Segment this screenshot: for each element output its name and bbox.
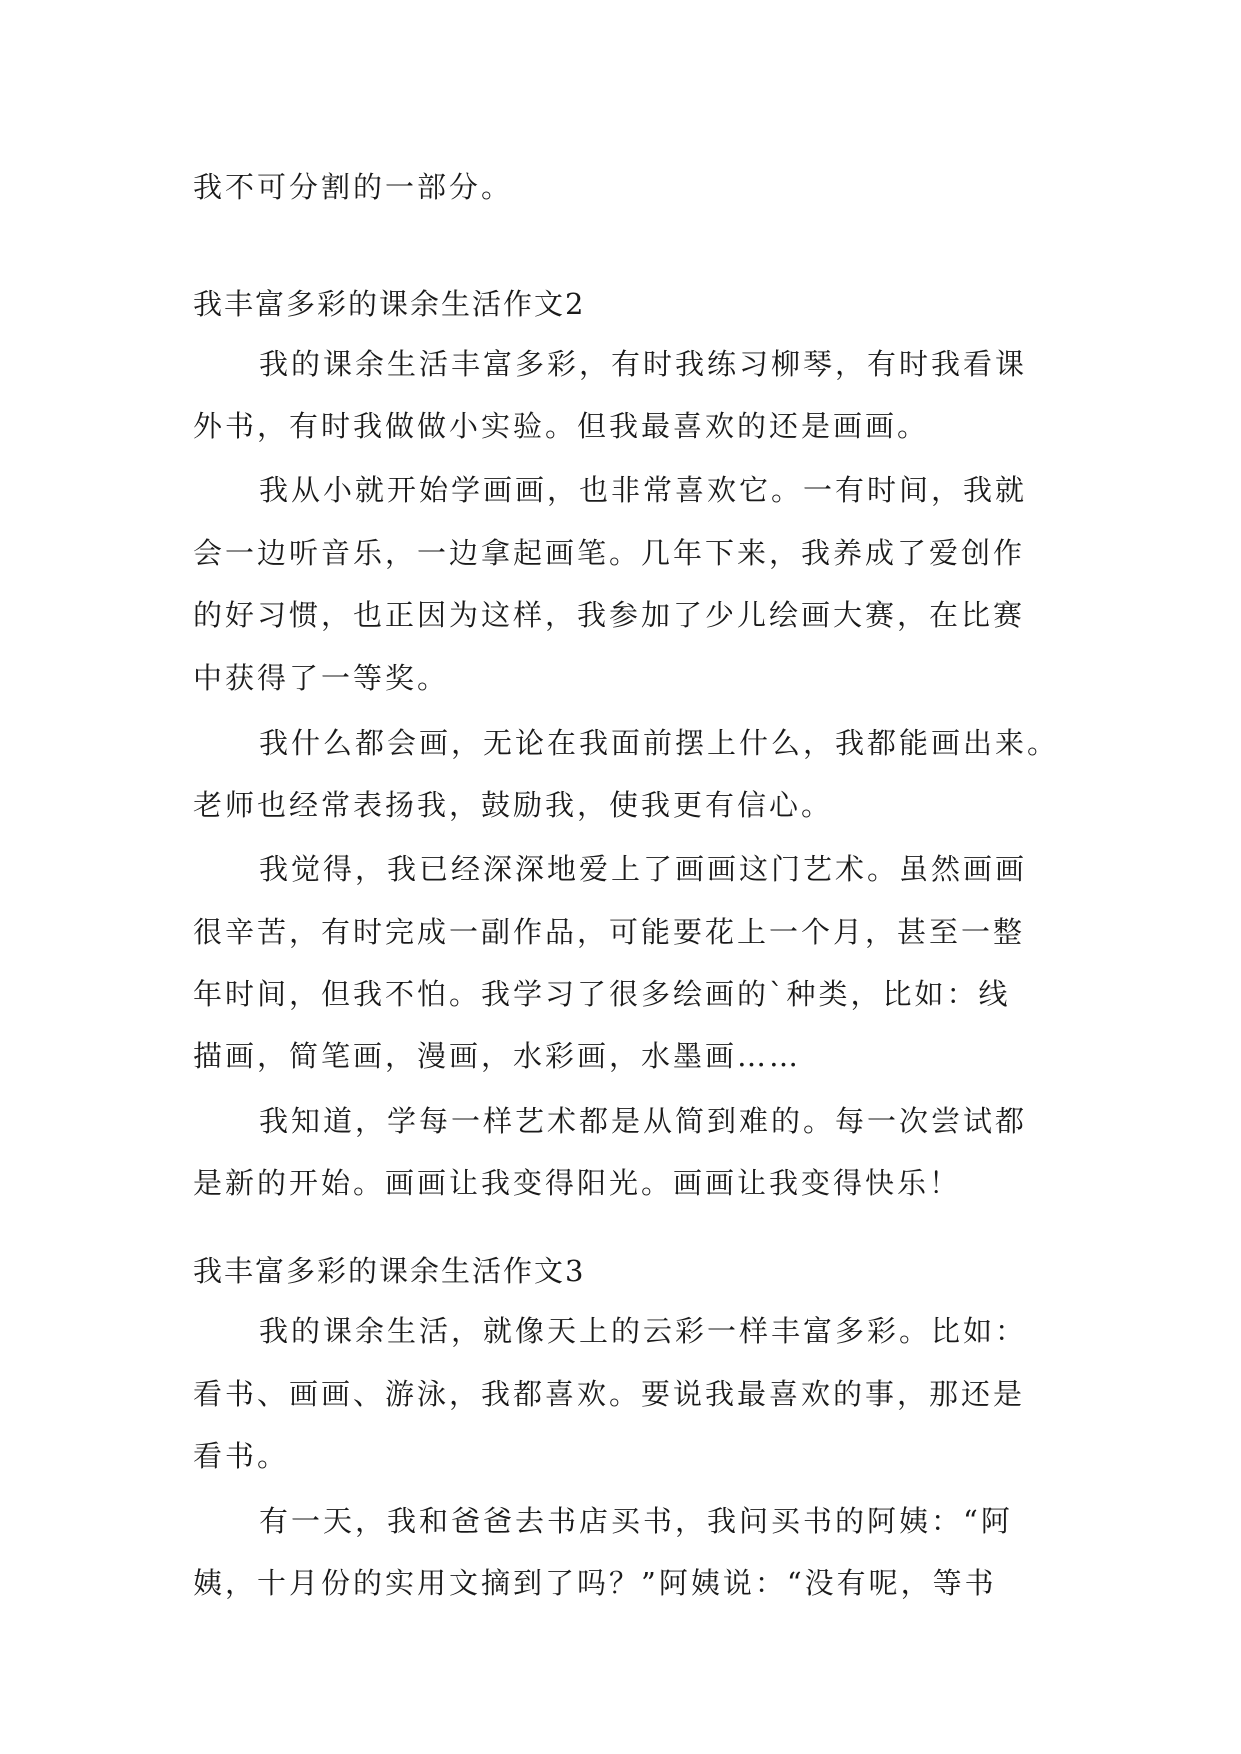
essay-2-paragraph-2-line-1: 我从小就开始学画画，也非常喜欢它。一有时间，我就 — [259, 473, 1028, 507]
essay-2-paragraph-5-line-2: 是新的开始。画画让我变得阳光。画画让我变得快乐！ — [193, 1166, 962, 1200]
essay-2-paragraph-2-line-3: 的好习惯，也正因为这样，我参加了少儿绘画大赛，在比赛 — [193, 598, 1026, 632]
essay-3-paragraph-1-line-1: 我的课余生活，就像天上的云彩一样丰富多彩。比如： — [259, 1314, 1028, 1348]
essay-2-paragraph-1-line-2: 外书，有时我做做小实验。但我最喜欢的还是画画。 — [193, 409, 930, 443]
continuation-line: 我不可分割的一部分。 — [193, 170, 514, 204]
essay-2-paragraph-1-line-1: 我的课余生活丰富多彩，有时我练习柳琴，有时我看课 — [259, 347, 1028, 381]
essay-2-title: 我丰富多彩的课余生活作文2 — [193, 287, 586, 321]
essay-2-paragraph-4-line-4: 描画，简笔画，漫画，水彩画，水墨画…… — [193, 1039, 802, 1073]
essay-2-paragraph-3-line-2: 老师也经常表扬我，鼓励我，使我更有信心。 — [193, 788, 834, 822]
essay-2-paragraph-5-line-1: 我知道，学每一样艺术都是从简到难的。每一次尝试都 — [259, 1104, 1028, 1138]
essay-2-paragraph-2-line-2: 会一边听音乐，一边拿起画笔。几年下来，我养成了爱创作 — [193, 536, 1026, 570]
essay-2-paragraph-3-line-1: 我什么都会画，无论在我面前摆上什么，我都能画出来。 — [259, 726, 1060, 760]
essay-3-paragraph-2-line-2: 姨，十月份的实用文摘到了吗？”阿姨说：“没有呢，等书 — [193, 1566, 997, 1600]
essay-3-paragraph-1-line-2: 看书、画画、游泳，我都喜欢。要说我最喜欢的事，那还是 — [193, 1377, 1026, 1411]
essay-3-paragraph-2-line-1: 有一天，我和爸爸去书店买书，我问买书的阿姨：“阿 — [259, 1504, 1013, 1538]
essay-2-paragraph-4-line-3: 年时间，但我不怕。我学习了很多绘画的`种类，比如：线 — [193, 977, 1011, 1011]
essay-2-paragraph-4-line-2: 很辛苦，有时完成一副作品，可能要花上一个月，甚至一整 — [193, 915, 1026, 949]
essay-2-paragraph-2-line-4: 中获得了一等奖。 — [193, 661, 450, 695]
essay-2-paragraph-4-line-1: 我觉得，我已经深深地爱上了画画这门艺术。虽然画画 — [259, 852, 1028, 886]
essay-3-paragraph-1-line-3: 看书。 — [193, 1439, 290, 1473]
essay-3-title: 我丰富多彩的课余生活作文3 — [193, 1254, 586, 1288]
